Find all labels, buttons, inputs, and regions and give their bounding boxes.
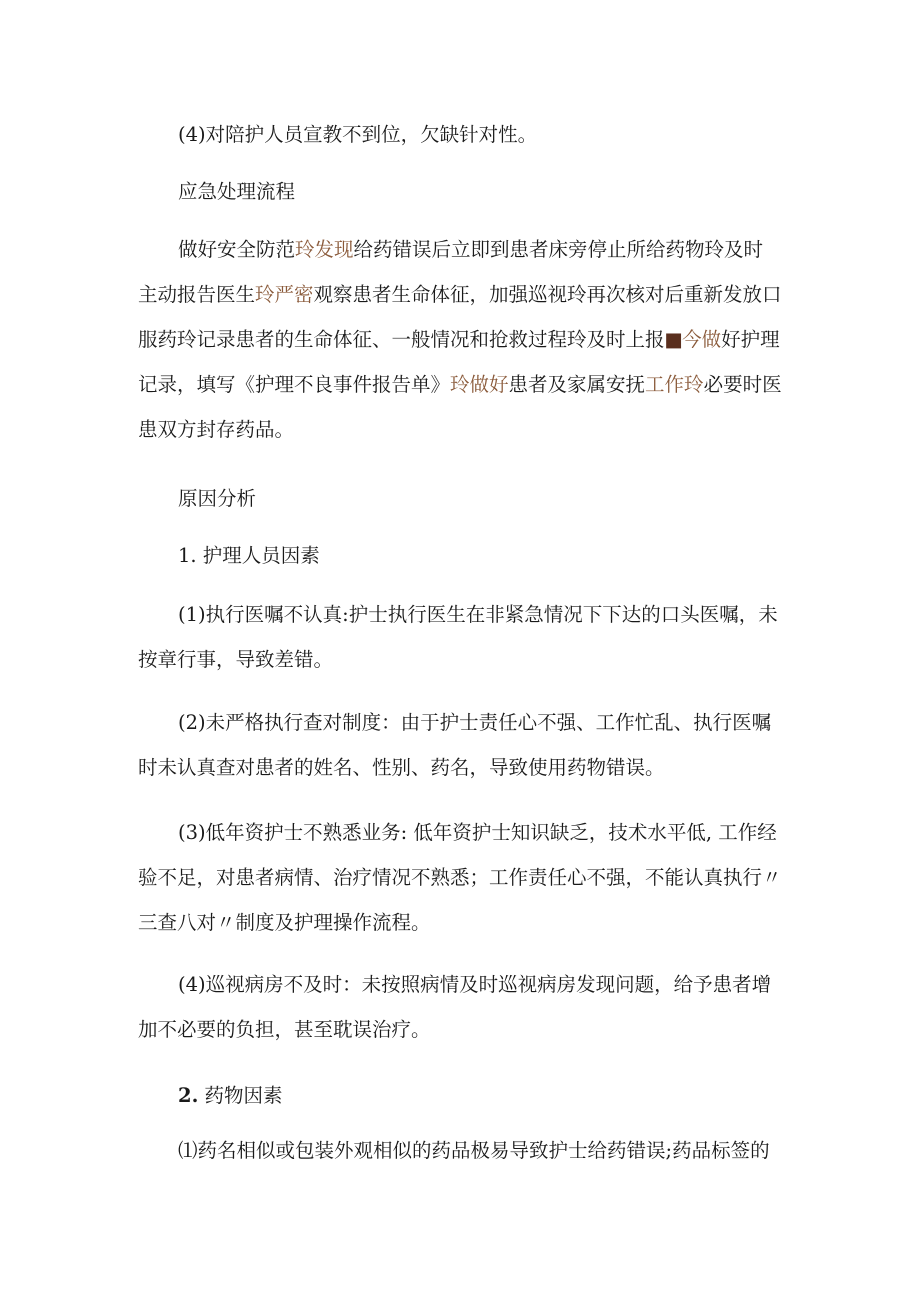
text-run: 好护理 bbox=[721, 328, 780, 351]
paragraph-item2 bbox=[138, 700, 798, 790]
text-line bbox=[138, 362, 798, 407]
text-run: 主动报告医生 bbox=[138, 283, 256, 306]
paragraph-emergency-steps bbox=[138, 227, 798, 452]
paragraph-item1 bbox=[138, 592, 798, 682]
paragraph-item3 bbox=[138, 810, 798, 945]
subheading-number: 2. bbox=[178, 1084, 199, 1107]
text-line bbox=[138, 227, 798, 272]
text-line bbox=[138, 317, 798, 362]
heading-emergency-process bbox=[138, 169, 838, 214]
paragraph-item4 bbox=[138, 962, 798, 1052]
square-glyph: ■ bbox=[664, 328, 683, 351]
text-line: 三查八对〃制度及护理操作流程。 bbox=[138, 911, 431, 934]
paragraph-drug1 bbox=[138, 1128, 838, 1173]
highlight-run: 玲做好 bbox=[450, 373, 509, 396]
text-line: 按章行事，导致差错。 bbox=[138, 648, 334, 671]
heading-text: 原因分析 bbox=[178, 487, 257, 510]
heading-text: 应急处理流程 bbox=[178, 180, 296, 203]
paragraph-item4-escort bbox=[138, 112, 838, 157]
subheading-text: 药物因素 bbox=[198, 1084, 283, 1107]
heading-cause-analysis bbox=[138, 476, 838, 521]
text-line: 患双方封存药品。 bbox=[138, 418, 295, 441]
highlight-run: 工作玲 bbox=[645, 373, 704, 396]
text-line: 加不必要的负担，甚至耽误治疗。 bbox=[138, 1018, 431, 1041]
text-line: (2)未严格执行查对制度：由于护士责任心不强、工作忙乱、执行医嘱 bbox=[178, 711, 772, 734]
text-line: (4)巡视病房不及时：未按照病情及时巡视病房发现问题，给予患者增 bbox=[178, 973, 772, 996]
subheading-text: 1. 护理人员因素 bbox=[178, 544, 320, 567]
subheading-nursing-staff bbox=[138, 533, 838, 578]
text-line: (4)对陪护人员宣教不到位，欠缺针对性。 bbox=[178, 123, 538, 146]
text-run: 患者及家属安抚 bbox=[508, 373, 646, 396]
highlight-run: 今做 bbox=[682, 328, 722, 351]
highlight-run: 玲发现 bbox=[295, 238, 354, 261]
text-line: 时未认真查对患者的姓名、性别、药名，导致使用药物错误。 bbox=[138, 756, 665, 779]
text-run: 必要时医 bbox=[703, 373, 782, 396]
text-run: 记录，填写《护理不良事件报告单》 bbox=[138, 373, 451, 396]
highlight-run: 玲严密 bbox=[255, 283, 314, 306]
subheading-drug-factors bbox=[138, 1073, 838, 1118]
text-run: 观察患者生命体征，加强巡视玲再次核对后重新发放口 bbox=[313, 283, 782, 306]
text-line: 验不足，对患者病情、治疗情况不熟悉；工作责任心不强，不能认真执行〃 bbox=[138, 866, 782, 889]
text-run: 做好安全防范 bbox=[178, 238, 296, 261]
text-run: 给药错误后立即到患者床旁停止所给药物玲及时 bbox=[353, 238, 764, 261]
text-line: (1)执行医嘱不认真:护士执行医生在非紧急情况下下达的口头医嘱，未 bbox=[178, 603, 778, 626]
text-run: 服药玲记录患者的生命体征、一般情况和抢救过程玲及时上报 bbox=[138, 328, 665, 351]
text-line bbox=[138, 272, 798, 317]
text-line: (3)低年资护士不熟悉业务: 低年资护士知识缺乏，技术水平低, 工作经 bbox=[178, 821, 777, 844]
text-line: ⑴药名相似或包装外观相似的药品极易导致护士给药错误;药品标签的 bbox=[178, 1139, 770, 1162]
